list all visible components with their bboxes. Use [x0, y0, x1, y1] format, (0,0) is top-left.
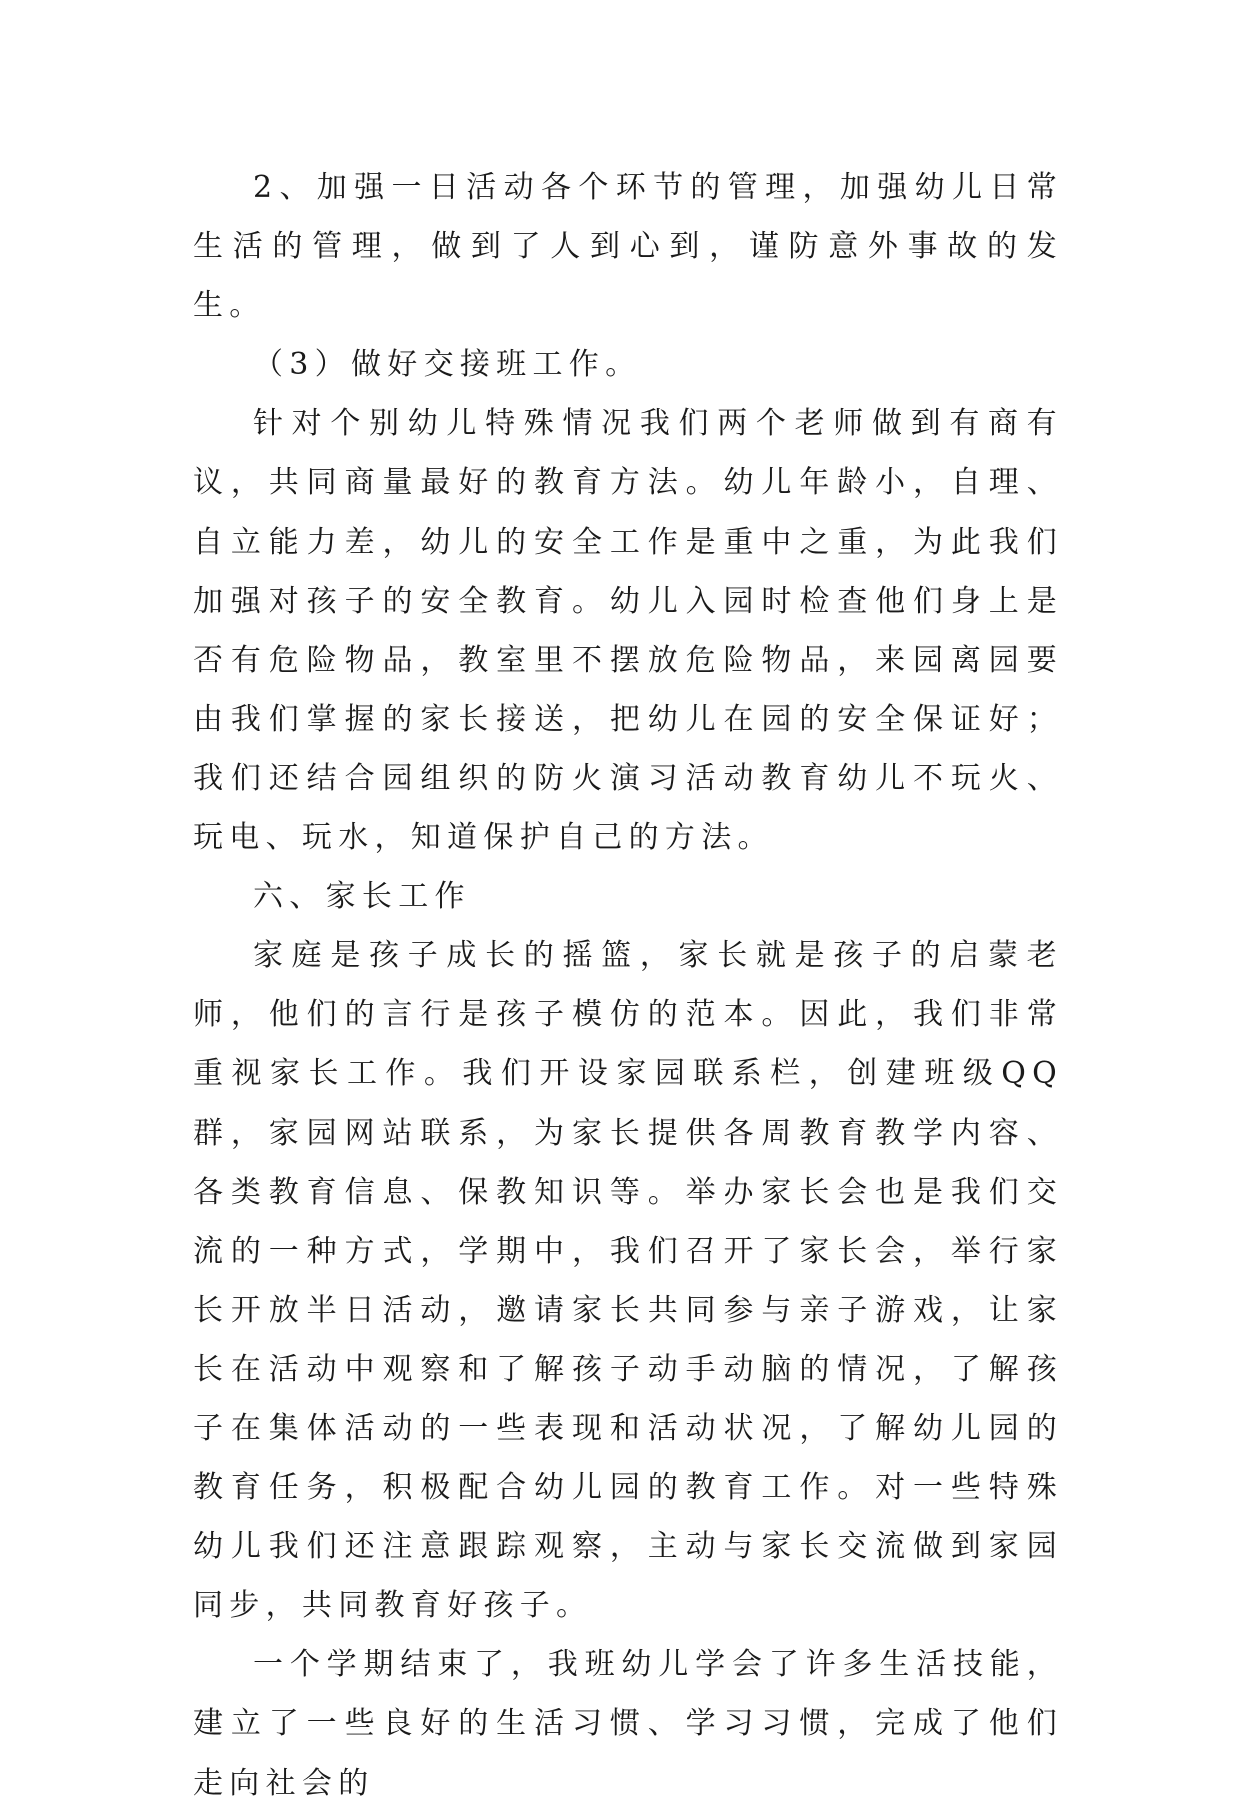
document-body: [193, 158, 1063, 1813]
paragraph-safety-education: 针对个别幼儿特殊情况我们两个老师做到有商有议，共同商量最好的教育方法。幼儿年龄小，自理、自立能力差，幼儿的安全工作是重中之重，为此我们加强对孩子的安全教育。幼儿入园时检查他们身上是否有危险物品，教室里不摆放危险物品，来园离园要由我们掌握的家长接送，把幼儿在园的安全保证好；我们还结合园组织的防火演习活动教育幼儿不玩火、玩电、玩水，知道保护自己的方法。: [193, 406, 1063, 856]
paragraph-daily-management: 2、加强一日活动各个环节的管理，加强幼儿日常生活的管理，做到了人到心到，谨防意外事故的发生。: [193, 170, 1063, 324]
paragraph-semester-summary: 一个学期结束了，我班幼儿学会了许多生活技能，建立了一些良好的生活习惯、学习习惯，完成了他们走向社会的: [193, 1647, 1063, 1801]
paragraph-parent-work: 家庭是孩子成长的摇篮，家长就是孩子的启蒙老师，他们的言行是孩子模仿的范本。因此，我们非常重视家长工作。我们开设家园联系栏，创建班级QQ群，家园网站联系，为家长提供各周教育教学内容、各类教育信息、保教知识等。举办家长会也是我们交流的一种方式，学期中，我们召开了家长会，举行家长开放半日活动，邀请家长共同参与亲子游戏，让家长在活动中观察和了解孩子动手动脑的情况，了解孩子在集体活动的一些表现和活动状况，了解幼儿园的教育任务，积极配合幼儿园的教育工作。对一些特殊幼儿我们还注意跟踪观察，主动与家长交流做到家园同步，共同教育好孩子。: [193, 938, 1063, 1624]
subheading-shift-handover: （3）做好交接班工作。: [253, 347, 642, 383]
section-heading-parent-work: 六、家长工作: [253, 879, 471, 915]
